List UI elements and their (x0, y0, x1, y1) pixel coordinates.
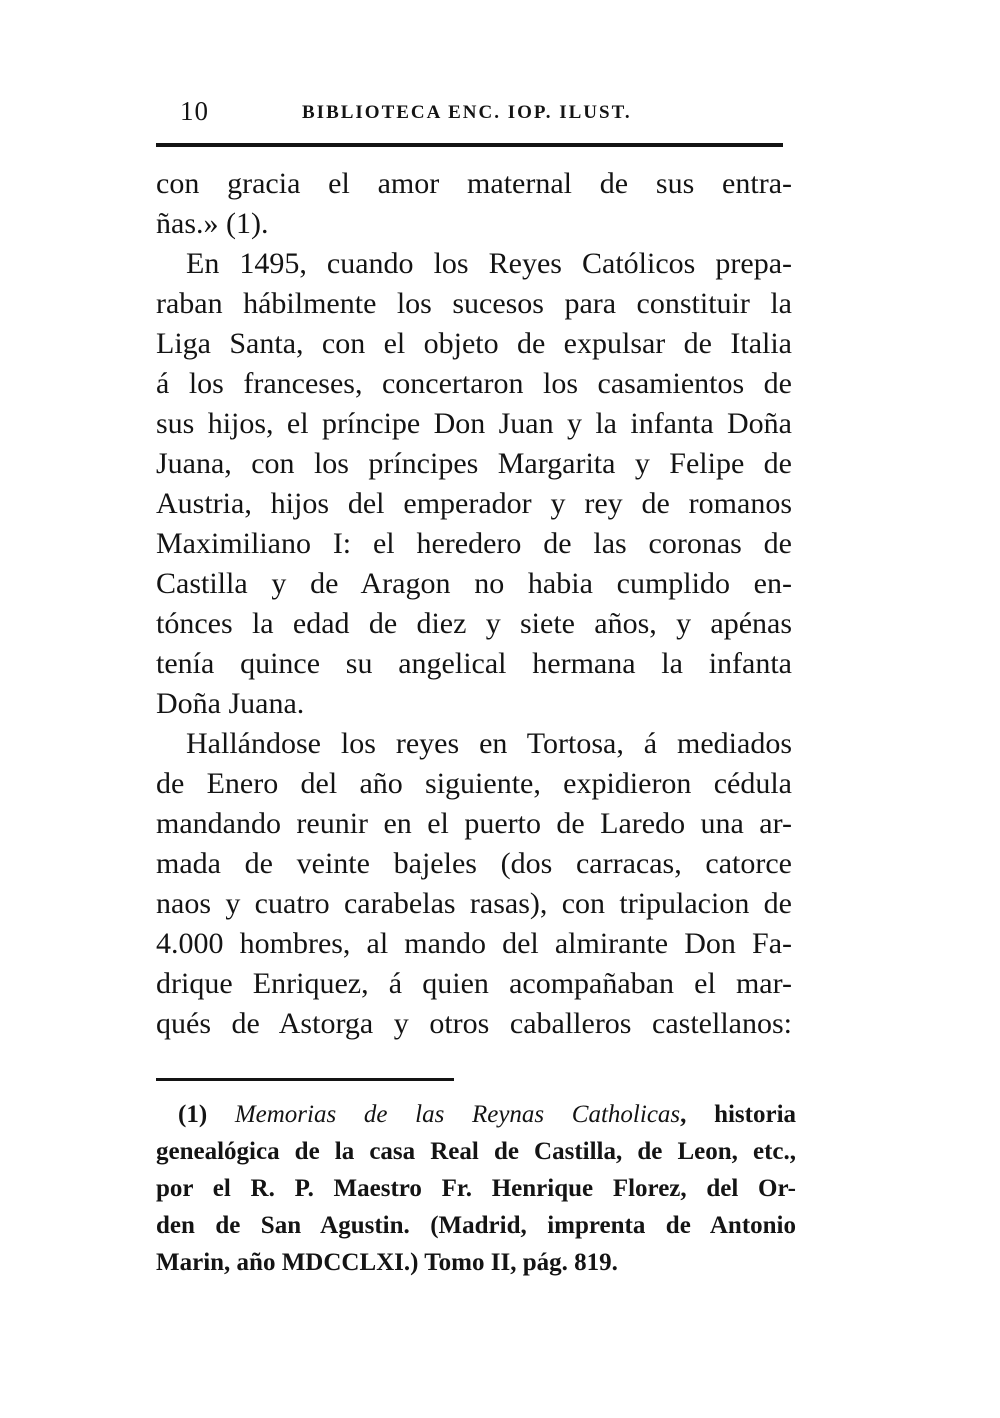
text-line: 4.000 hombres, al mando del almirante Don Fa- (156, 927, 792, 960)
footnote-line: Marin, año MDCCLXI.) Tomo II, pág. 819. (156, 1249, 618, 1276)
text-line: Juana, con los príncipes Margarita y Felipe de (156, 447, 792, 480)
running-head (156, 96, 796, 132)
text-line: Castilla y de Aragon no habia cumplido en- (156, 567, 792, 600)
footnote-cited-title: Memorias de las Reynas Catholicas (234, 1101, 681, 1128)
text-line: En 1495, cuando los Reyes Católicos prepa- (186, 247, 792, 280)
footnote-rule (156, 1078, 454, 1081)
text-line: mada de veinte bajeles (dos carracas, catorce (156, 847, 792, 880)
footnote-marker: (1) (178, 1101, 208, 1128)
text-line: ñas.» (1). (156, 207, 269, 240)
footnote-line: por el R. P. Maestro Fr. Henrique Florez, del Or- (156, 1175, 796, 1202)
text-line: tónces la edad de diez y siete años, y apénas (156, 607, 792, 640)
footnote-line-rest: , historia (680, 1101, 797, 1128)
text-line: Austria, hijos del emperador y rey de romanos (156, 487, 792, 520)
text-line: Maximiliano I: el heredero de las coronas de (156, 527, 792, 560)
text-line: con gracia el amor maternal de sus entra- (156, 167, 792, 200)
header-rule (156, 143, 783, 147)
footnote-line: den de San Agustin. (Madrid, imprenta de Antonio (156, 1212, 796, 1239)
running-title: BIBLIOTECA ENC. IOP. ILUST. (302, 102, 632, 123)
text-line: Doña Juana. (156, 687, 305, 720)
text-line: de Enero del año siguiente, expidieron cédula (156, 767, 792, 800)
text-line: naos y cuatro carabelas rasas), con tripulacion de (156, 887, 792, 920)
text-line: Liga Santa, con el objeto de expulsar de Italia (156, 327, 792, 360)
text-line: á los franceses, concertaron los casamientos de (156, 367, 792, 400)
footnote-line: genealógica de la casa Real de Castilla, de Leon, etc., (156, 1138, 796, 1165)
text-line: tenía quince su angelical hermana la infanta (156, 647, 792, 680)
text-line: mandando reunir en el puerto de Laredo una ar- (156, 807, 792, 840)
text-line: raban hábilmente los sucesos para constituir la (156, 287, 792, 320)
body-text (156, 164, 792, 1044)
page-number: 10 (180, 96, 209, 126)
text-line: qués de Astorga y otros caballeros castellanos: (156, 1007, 792, 1040)
text-line: drique Enriquez, á quien acompañaban el mar- (156, 967, 792, 1000)
footnote (156, 1096, 796, 1281)
footnote-first-line (156, 1096, 796, 1133)
text-line: sus hijos, el príncipe Don Juan y la infanta Doña (156, 407, 792, 440)
text-line: Hallándose los reyes en Tortosa, á mediados (186, 727, 792, 760)
